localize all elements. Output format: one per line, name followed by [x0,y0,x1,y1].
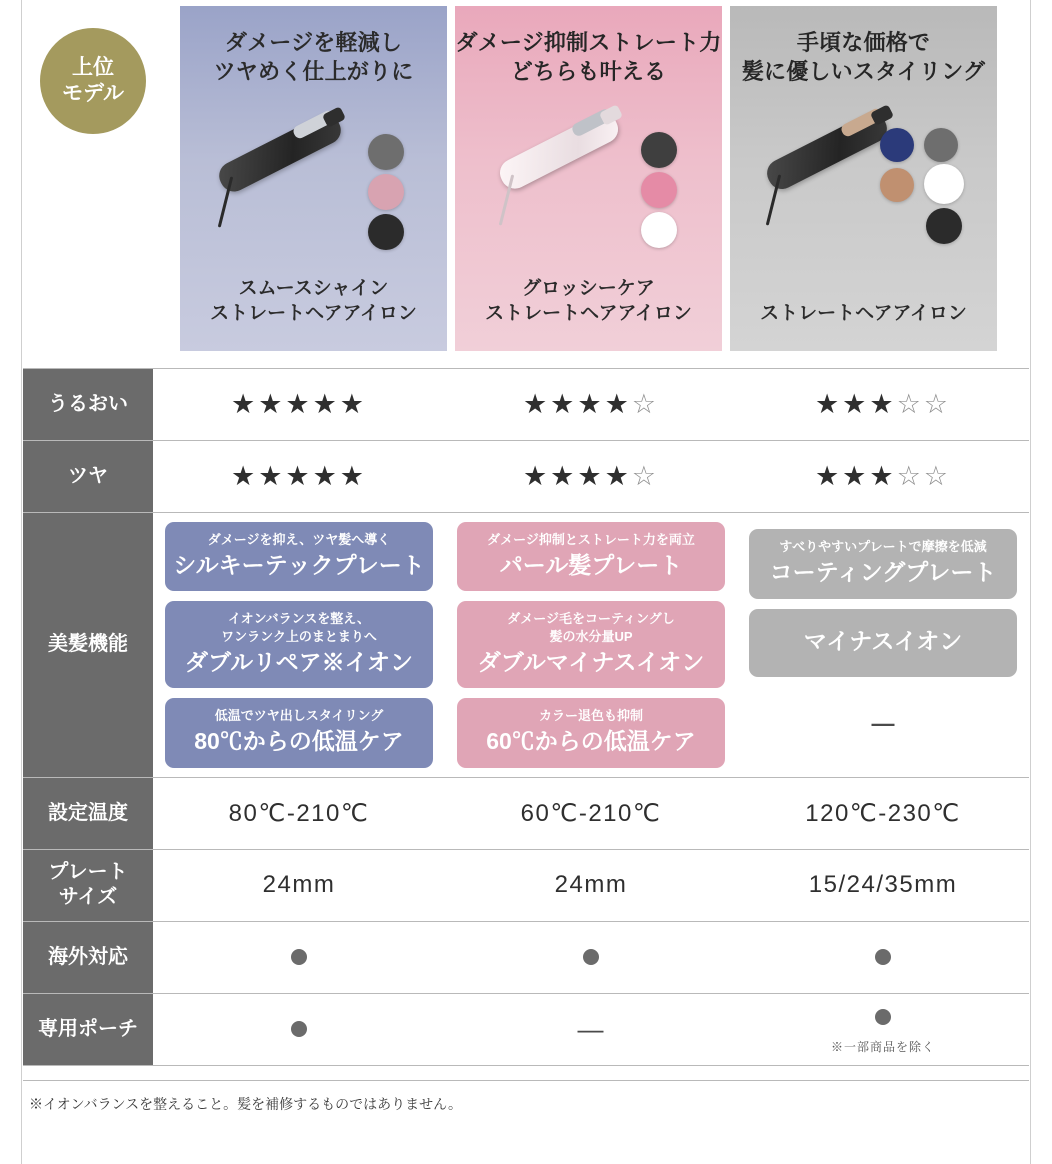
feature-main: — [871,709,895,736]
sheet-content [23,6,1029,1158]
feature-box-ion-col2 [457,601,725,688]
product-card-row [23,6,1029,351]
product-name [210,276,417,327]
row-label-pouch: 専用ポーチ [23,993,153,1065]
hair-iron-illustration [760,102,925,227]
swatch-gray[interactable] [368,134,404,170]
shine-rating-col1: ★★★★★ [153,441,445,513]
temperature-col2: 60℃-210℃ [445,777,737,849]
row-label-line-2: サイズ [58,886,118,909]
headline-line-1: ダメージ抑制ストレート力 [455,30,722,55]
table-row-moisture [23,369,1029,441]
row-label-moisture: うるおい [23,369,153,441]
headline-line-1: 手頃な価格で [796,30,931,55]
feature-box-ion-col1 [165,601,433,688]
headline-line-2: ツヤめく仕上がりに [213,59,414,85]
moisture-rating-col1: ★★★★★ [153,369,445,441]
plate-size-col3: 15/24/35mm [737,849,1029,921]
product-name-line-1: グロッシーケア [522,277,655,299]
swatch-beige[interactable] [880,168,914,202]
badge-line-2: モデル [62,82,124,105]
supported-dot-icon [583,949,599,965]
swatch-white[interactable] [924,164,964,204]
product-name [760,301,967,327]
product-name-line-1: ストレートヘアアイロン [760,303,967,325]
table-row-hair-functions [23,513,1029,778]
product-image-area [180,86,447,276]
product-headline [742,28,985,86]
swatch-navy[interactable] [880,128,914,162]
feature-sub: イオンバランスを整え、 ワンランク上のまとまりへ [221,611,377,644]
row-label-shine: ツヤ [23,441,153,513]
shine-rating-col2: ★★★★☆ [445,441,737,513]
feature-sub: ダメージ毛をコーティングし 髪の水分量UP [507,611,675,644]
feature-box-lowtemp-col3 [749,687,1017,761]
table-row-temperature [23,777,1029,849]
feature-main: パール髪プレート [499,551,683,578]
feature-sub: ダメージを抑え、ツヤ髪へ導く [207,532,391,547]
temperature-col1: 80℃-210℃ [153,777,445,849]
feature-box-lowtemp-col2 [457,698,725,767]
feature-box-plate-col1 [165,522,433,591]
row-label-overseas: 海外対応 [23,921,153,993]
table-row-shine [23,441,1029,513]
feature-box-plate-col3 [749,529,1017,598]
product-name-line-2: ストレートヘアアイロン [485,303,692,325]
pouch-col2 [445,993,737,1065]
row-label-temperature: 設定温度 [23,777,153,849]
feature-main: ダブルリペア※イオン [185,648,413,675]
feature-main: 80℃からの低温ケア [194,727,404,754]
feature-sub: 低温でツヤ出しスタイリング [214,708,384,724]
overseas-col2 [445,921,737,993]
supported-dot-icon [291,949,307,965]
swatch-black[interactable] [641,132,677,168]
product-name-line-1: スムースシャイン [238,277,389,299]
overseas-col1 [153,921,445,993]
row-label-line-1: プレート [48,861,128,884]
hair-functions-col3 [737,513,1029,778]
plate-size-col1: 24mm [153,849,445,921]
feature-main: マイナスイオン [803,627,963,654]
product-headline [456,28,722,86]
product-headline [214,28,414,86]
headline-line-2: 髪に優しいスタイリング [741,59,986,85]
overseas-col3 [737,921,1029,993]
hair-iron-illustration [487,100,647,230]
feature-main: コーティングプレート [769,558,997,585]
plate-size-col2: 24mm [445,849,737,921]
product-name-line-2: ストレートヘアアイロン [210,303,417,325]
swatch-black[interactable] [368,214,404,250]
swatch-pink[interactable] [368,174,404,210]
shine-rating-col3: ★★★☆☆ [737,441,1029,513]
product-name [485,276,692,327]
product-image-area [730,86,997,301]
table-row-overseas [23,921,1029,993]
hair-functions-col1 [153,513,445,778]
pouch-col1 [153,993,445,1065]
row-label-hair-functions: 美髪機能 [23,513,153,778]
feature-box-lowtemp-col1 [165,698,433,767]
page-left-margin [0,0,22,1164]
feature-sub: ダメージ抑制とストレート力を両立 [487,532,695,547]
product-card-glossy-care[interactable] [455,6,722,351]
pouch-col3 [737,993,1029,1065]
headline-line-1: ダメージを軽減し [224,30,403,55]
top-model-badge [40,28,146,134]
feature-box-plate-col2 [457,522,725,591]
feature-sub: すべりやすいプレートで摩擦を低減 [779,539,987,555]
feature-main: シルキーテックプレート [173,551,425,578]
swatch-white[interactable] [641,212,677,248]
product-card-standard[interactable] [730,6,997,351]
row-label-plate-size [23,849,153,921]
feature-sub: カラー退色も抑制 [538,708,643,724]
not-supported-dash-icon: — [577,1013,605,1044]
feature-main: 60℃からの低温ケア [486,727,696,754]
feature-box-ion-col3 [749,609,1017,677]
headline-line-2: どちらも叶える [510,59,667,85]
pouch-note: ※一部商品を除く [830,1040,935,1055]
moisture-rating-col2: ★★★★☆ [445,369,737,441]
swatch-black[interactable] [926,208,962,244]
spec-comparison-table [23,368,1029,1066]
feature-main: ダブルマイナスイオン [477,648,705,675]
table-row-pouch [23,993,1029,1065]
product-image-area [455,86,722,276]
badge-line-1: 上位 [71,55,114,79]
product-card-smooth-shine[interactable] [180,6,447,351]
swatch-gray[interactable] [924,128,958,162]
moisture-rating-col3: ★★★☆☆ [737,369,1029,441]
swatch-pink[interactable] [641,172,677,208]
supported-dot-icon [291,1021,307,1037]
page-right-margin [1030,0,1052,1164]
temperature-col3: 120℃-230℃ [737,777,1029,849]
supported-dot-icon [875,949,891,965]
footnote: ※イオンバランスを整えること。髪を補修するものではありません。 [23,1080,1029,1114]
hair-functions-col2 [445,513,737,778]
supported-dot-icon [875,1009,891,1025]
hair-iron-illustration [208,104,368,224]
table-row-plate-size [23,849,1029,921]
